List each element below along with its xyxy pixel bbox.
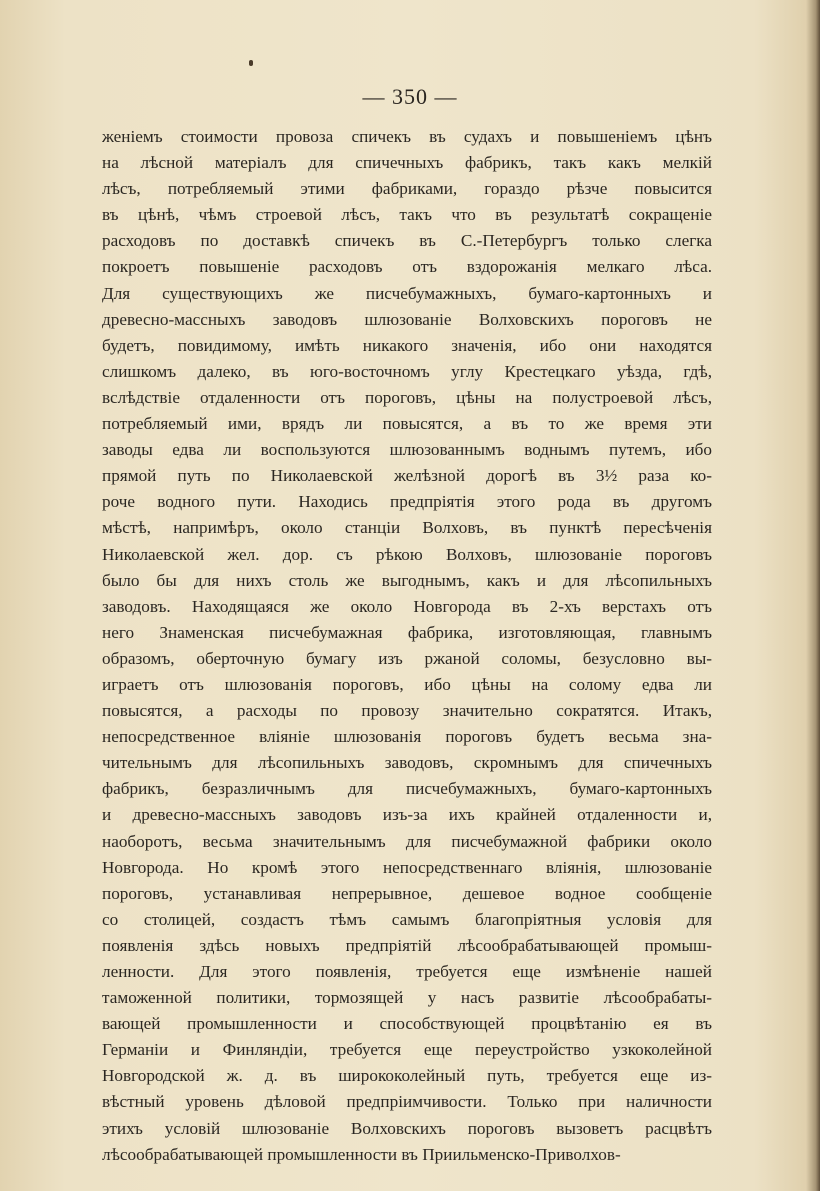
text-line: чительнымъ для лѣсопильныхъ заводовъ, скромнымъ для спичечныхъ [102,753,712,773]
text-line: образомъ, оберточную бумагу изъ ржаной соломы, безусловно вы- [102,648,712,668]
text-line: женіемъ стоимости провоза спичекъ въ судахъ и повышеніемъ цѣнъ [102,127,712,146]
text-line: заводовъ. Находящаяся же около Новгорода въ 2-хъ верстахъ отъ [102,596,712,616]
text-line: Новгородской ж. д. въ ширококолейный путь, требуется еще из- [102,1066,712,1086]
text-line: Германіи и Финляндіи, требуется еще переустройство узкоколейной [102,1040,712,1060]
text-line: повысятся, а расходы по провозу значительно сократятся. Итакъ, [102,701,712,721]
text-line: него Знаменская писчебумажная фабрика, изготовляющая, главнымъ [102,622,712,642]
text-line: было бы для нихъ столь же выгоднымъ, какъ и для лѣсопильныхъ [102,570,712,590]
text-line: на лѣсной матеріалъ для спичечныхъ фабрикъ, такъ какъ мелкій [102,153,712,173]
text-line: наоборотъ, весьма значительнымъ для писчебумажной фабрики около [102,831,712,851]
text-line: расходовъ по доставкѣ спичекъ въ С.-Петербургъ только слегка [102,231,712,251]
text-line: этихъ условій шлюзованіе Волховскихъ пороговъ вызоветъ расцвѣтъ [102,1118,712,1138]
text-line: въ цѣнѣ, чѣмъ строевой лѣсъ, такъ что въ результатѣ сокращеніе [102,205,712,225]
text-line: со столицей, создастъ тѣмъ самымъ благопріятныя условія для [102,909,712,929]
text-line: появленія здѣсь новыхъ предпріятій лѣсообрабатывающей промыш- [102,935,712,955]
text-line: Новгорода. Но кромѣ этого непосредственнаго вліянія, шлюзованіе [102,857,712,877]
text-line: роче водного пути. Находись предпріятія этого рода въ другомъ [102,492,712,512]
text-line: слишкомъ далеко, въ юго-восточномъ углу Крестецкаго уѣзда, гдѣ, [102,361,712,381]
text-line: Николаевской жел. дор. съ рѣкою Волховъ, шлюзованіе пороговъ [102,544,712,564]
text-line: непосредственное вліяніе шлюзованія пороговъ будетъ весьма зна- [102,727,712,747]
text-line: вслѣдствіе отдаленности отъ пороговъ, цѣны на полустроевой лѣсъ, [102,387,712,407]
body-text [102,124,712,1168]
ink-speck [249,60,253,66]
text-line: таможенной политики, тормозящей у насъ развитіе лѣсообрабаты- [102,988,712,1008]
text-line: Для существующихъ же писчебумажныхъ, бумаго-картонныхъ и [102,283,712,303]
text-line: пороговъ, устанавливая непрерывное, дешевое водное сообщеніе [102,883,712,903]
text-line: фабрикъ, безразличнымъ для писчебумажныхъ, бумаго-картонныхъ [102,779,712,799]
text-line: и древесно-массныхъ заводовъ изъ-за ихъ крайней отдаленности и, [102,805,712,825]
text-line: прямой путь по Николаевской желѣзной дорогѣ въ 3½ раза ко- [102,466,712,486]
text-line: покроетъ повышеніе расходовъ отъ вздорожанія мелкаго лѣса. [102,257,712,277]
text-line: лѣсообрабатывающей промышленности въ Приильменско-Приволхов- [102,1144,621,1164]
text-line: лѣсъ, потребляемый этими фабриками, гораздо рѣзче повысится [102,179,712,199]
text-line: заводы едва ли воспользуются шлюзованнымъ воднымъ путемъ, ибо [102,440,712,460]
text-line: потребляемый ими, врядъ ли повысятся, а въ то же время эти [102,414,712,434]
text-line: ленности. Для этого появленія, требуется еще измѣненіе нашей [102,962,712,981]
text-line: вающей промышленности и способствующей процвѣтанію ея въ [102,1014,712,1034]
text-line: мѣстѣ, напримѣръ, около станціи Волховъ, въ пунктѣ пересѣченія [102,518,712,538]
text-line: вѣстный уровень дѣловой предпріимчивости. Только при наличности [102,1092,712,1112]
page-number: — 350 — [362,84,458,109]
page-edge-shadow [806,0,820,1191]
text-line: древесно-массныхъ заводовъ шлюзованіе Волховскихъ пороговъ не [102,309,712,329]
text-line: играетъ отъ шлюзованія пороговъ, ибо цѣны на солому едва ли [102,674,712,694]
text-line: будетъ, повидимому, имѣть никакого значенія, ибо они находятся [102,335,712,355]
